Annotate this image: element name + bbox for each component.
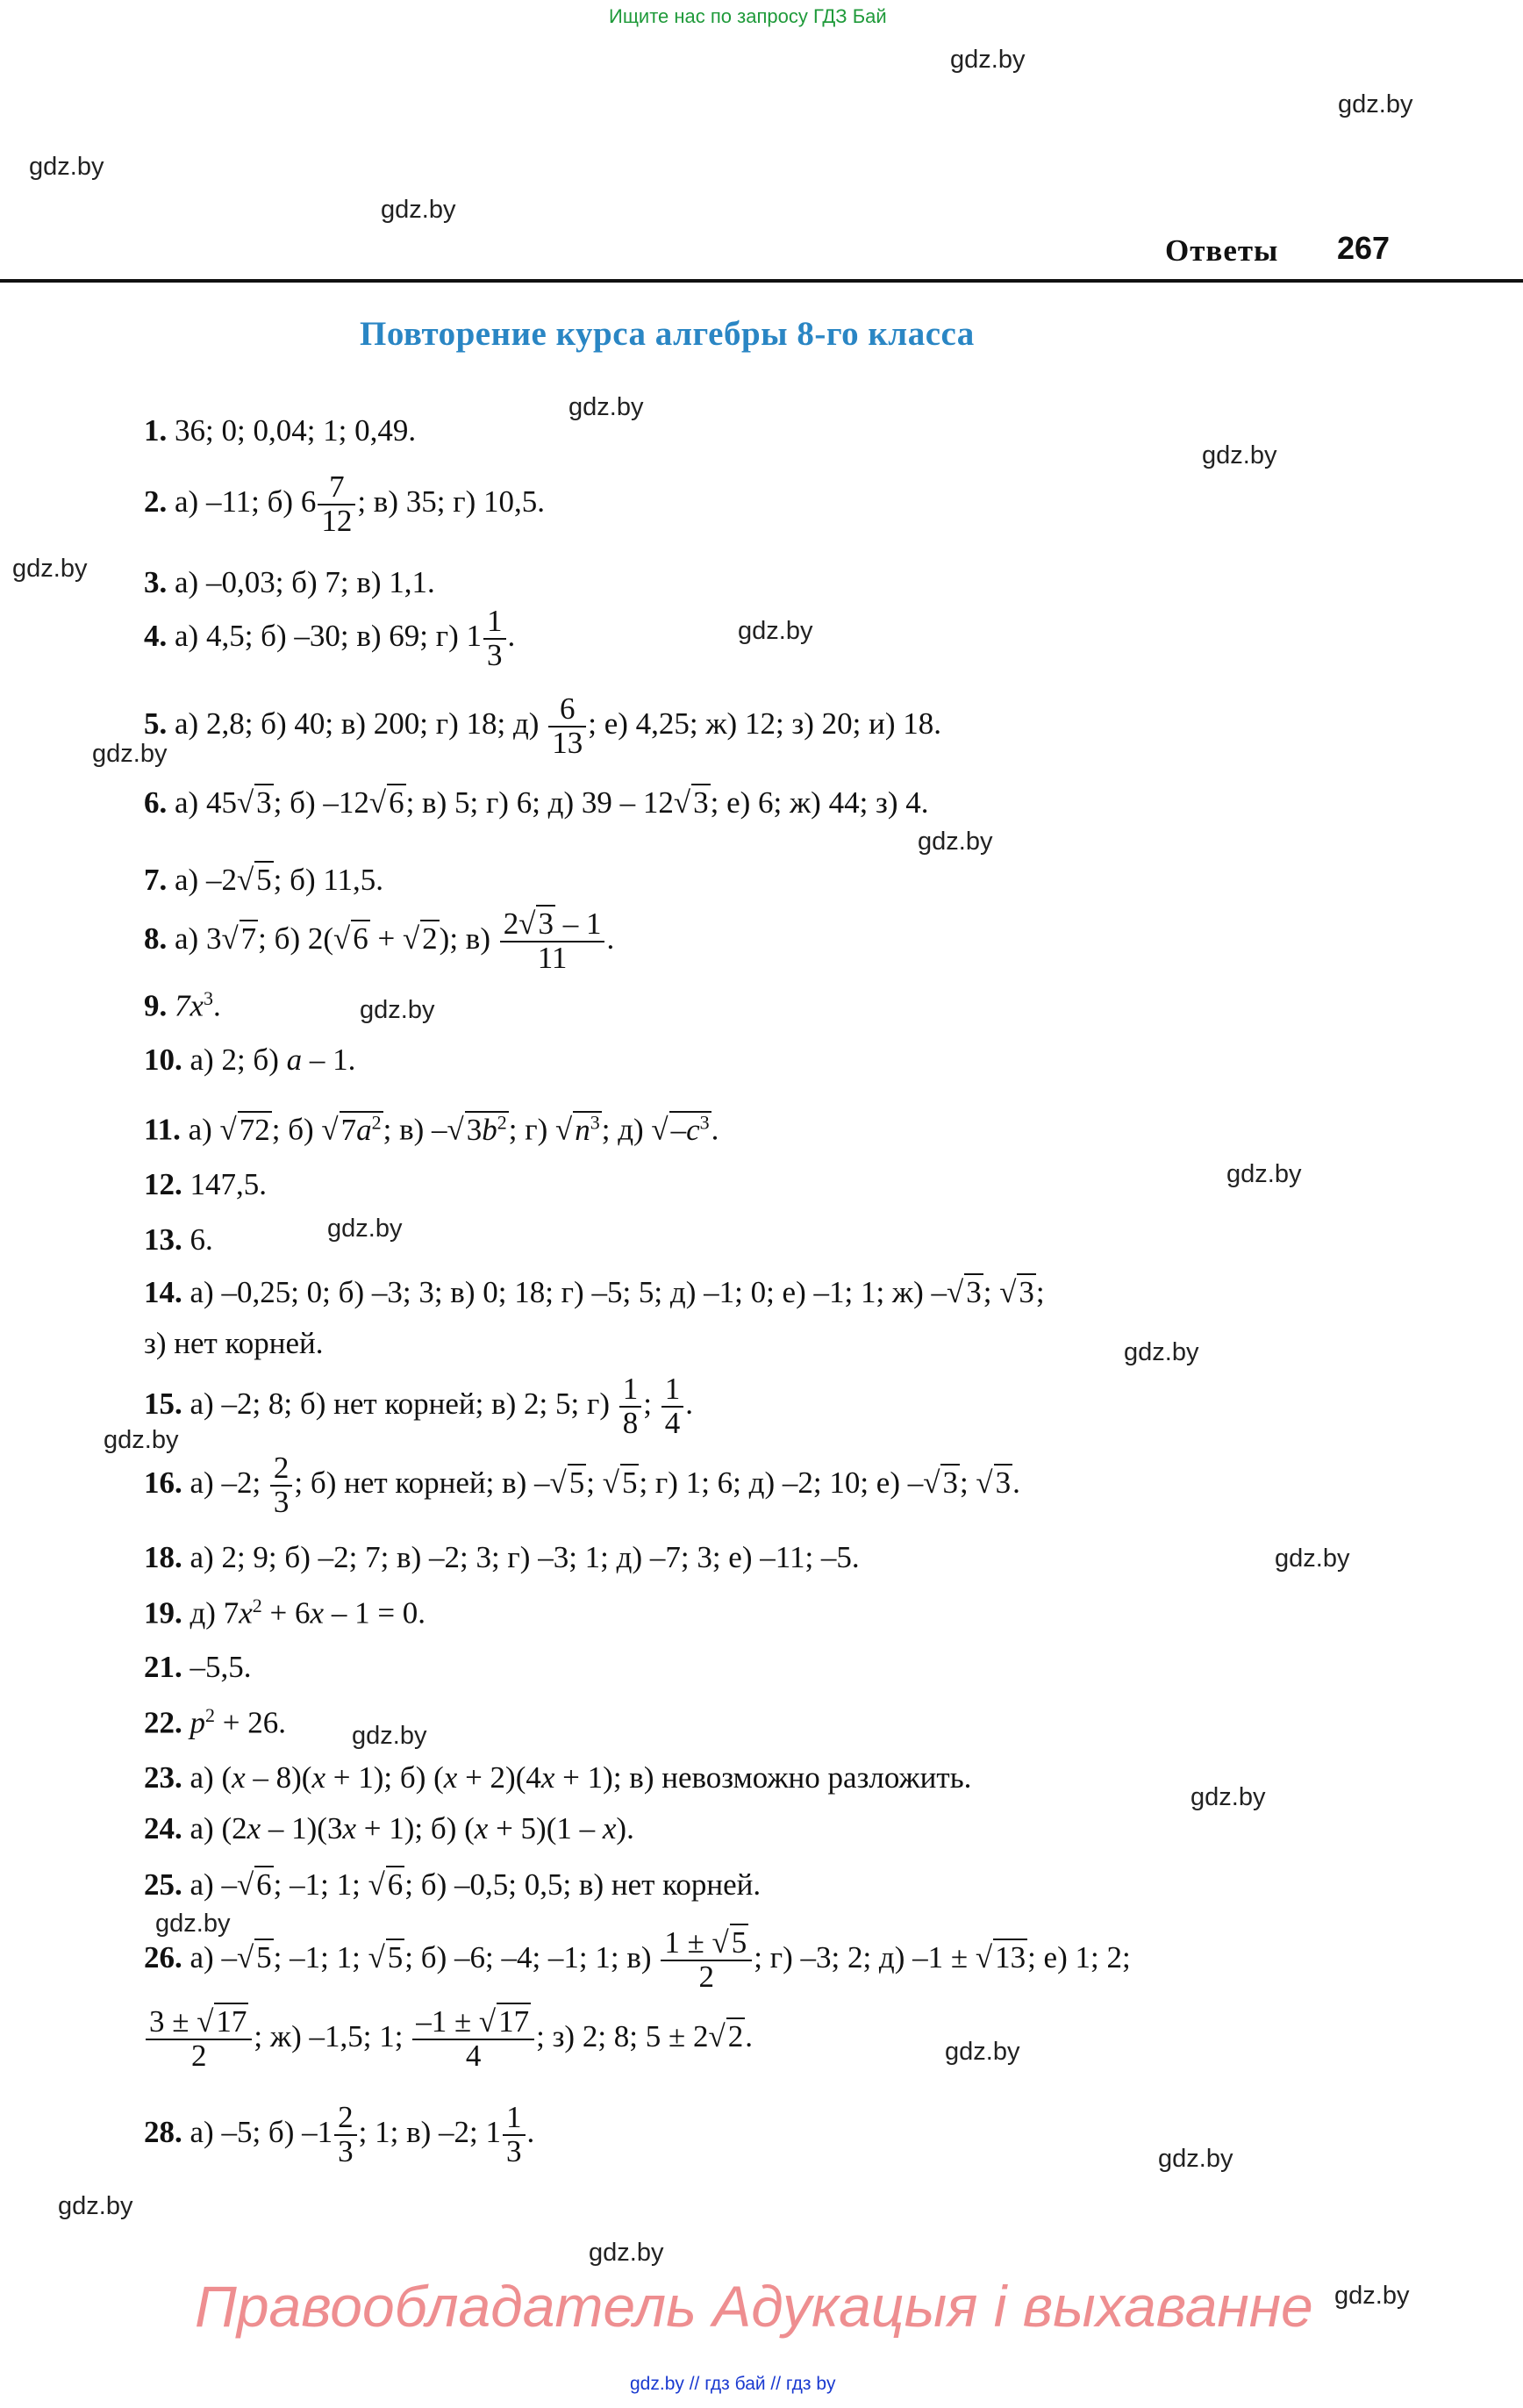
answer-22: 22. $p^2 + 26$.: [144, 1704, 286, 1740]
watermark: gdz.by: [1334, 2282, 1410, 2310]
watermark: gdz.by: [155, 1910, 231, 1938]
answer-25: 25. а) –√6; –1; 1; √6; б) –0,5; 0,5; в) нет корней.: [144, 1867, 762, 1902]
watermark: gdz.by: [360, 996, 435, 1024]
watermark: gdz.by: [945, 2038, 1020, 2066]
answer-26: 26. а) –√5; –1; 1; √5; б) –6; –4; –1; 1; в) $\frac{1 \pm √5}{2}$ ; г) –3; 2; д) –1 ± √13; е) 1; 2;: [144, 1925, 1131, 1994]
answer-5: 5. а) 2,8; б) 40; в) 200; г) 18; д) $\frac{6}{13}$ ; е) 4,25; ж) 12; з) 20; и) 18.: [144, 692, 942, 760]
top-banner[interactable]: Ищите нас по запросу ГДЗ Бай: [609, 5, 887, 27]
watermark: gdz.by: [1338, 90, 1413, 118]
answer-19: 19. д) $7x^2 + 6x - 1 = 0$.: [144, 1595, 426, 1630]
answer-3: 3. а) –0,03; б) 7; в) 1,1.: [144, 565, 435, 599]
answer-18: 18. а) 2; 9; б) –2; 7; в) –2; 3; г) –3; 1; д) –7; 3; е) –11; –5.: [144, 1540, 860, 1574]
answer-2: 2. а) –11; б) 6 $\frac{7}{12}$ ; в) 35; г) 10,5.: [144, 469, 545, 538]
page-number: 267: [1337, 230, 1391, 266]
watermark: gdz.by: [29, 153, 104, 181]
watermark: gdz.by: [381, 196, 456, 224]
watermark: gdz.by: [327, 1215, 403, 1243]
watermark: gdz.by: [1191, 1783, 1266, 1811]
answer-11: 11. а) √72; б) $√7a^2$; в) $-√3b^2$; г) $√n^3$; д) $√-c^3$.: [144, 1111, 719, 1147]
answer-16: 16. а) –2; $\frac{2}{3}$ ; б) нет корней; в) –√5; √5; г) 1; 6; д) –2; 10; е) –√3; √3.: [144, 1451, 1020, 1519]
watermark: gdz.by: [918, 828, 993, 856]
watermark: gdz.by: [568, 393, 644, 421]
answer-21: 21. –5,5.: [144, 1650, 252, 1684]
watermark: gdz.by: [1158, 2145, 1233, 2173]
copyright-watermark: Правообладатель Адукацыя і выхаванне: [195, 2274, 1313, 2339]
answer-10: 10. а) 2; б) a – 1.: [144, 1043, 356, 1077]
answer-14-cont: з) нет корней.: [144, 1326, 324, 1360]
watermark: gdz.by: [104, 1426, 179, 1454]
answer-4: 4. а) 4,5; б) –30; в) 69; г) 1 $\frac{1}{3}$ .: [144, 604, 516, 672]
answer-28: 28. а) –5; б) –1 $\frac{2}{3}$ ; 1; в) –2; 1 $\frac{1}{3}$ .: [144, 2100, 535, 2168]
watermark: gdz.by: [1124, 1338, 1199, 1366]
watermark: gdz.by: [352, 1722, 427, 1750]
header-rule: [0, 279, 1523, 283]
watermark: gdz.by: [58, 2192, 133, 2220]
answer-9: 9. $7x^3$.: [144, 987, 221, 1023]
watermark: gdz.by: [589, 2239, 664, 2267]
answer-12: 12. 147,5.: [144, 1167, 267, 1201]
watermark: gdz.by: [1226, 1160, 1302, 1188]
watermark: gdz.by: [1202, 441, 1277, 469]
answer-8: 8. а) 3√7; б) 2(√6 + √2); в) $\frac{2√3 - 1}{11}$ .: [144, 907, 615, 975]
answer-26-cont: $\frac{3 \pm √17}{2}$ ; ж) –1,5; 1; $\frac{-1 \pm √17}{4}$ ; з) 2; 8; 5 ± 2√2.: [144, 2006, 753, 2073]
answer-6: 6. а) 45√3; б) –12√6; в) 5; г) 6; д) 39 – 12√3; е) 6; ж) 44; з) 4.: [144, 785, 929, 820]
answer-23: 23. а) (x – 8)(x + 1); б) (x + 2)(4x + 1); в) невозможно разложить.: [144, 1760, 972, 1795]
section-title: Повторение курса алгебры 8-го класса: [360, 315, 975, 353]
answer-24: 24. а) (2x – 1)(3x + 1); б) (x + 5)(1 – x).: [144, 1811, 634, 1845]
bottom-links[interactable]: gdz.by // гдз бай // гдз by: [630, 2374, 836, 2394]
header-label: Ответы: [1165, 233, 1279, 268]
answer-15: 15. а) –2; 8; б) нет корней; в) 2; 5; г) $\frac{1}{8}$ ; $\frac{1}{4}$ .: [144, 1372, 693, 1440]
watermark: gdz.by: [950, 46, 1026, 74]
answer-13: 13. 6.: [144, 1222, 213, 1257]
answer-1: 1. 36; 0; 0,04; 1; 0,49.: [144, 413, 417, 448]
watermark: gdz.by: [12, 555, 88, 583]
answer-7: 7. а) –2√5; б) 11,5.: [144, 863, 384, 897]
watermark: gdz.by: [1275, 1544, 1350, 1573]
watermark: gdz.by: [738, 617, 813, 645]
answer-14: 14. а) –0,25; 0; б) –3; 3; в) 0; 18; г) –5; 5; д) –1; 0; е) –1; 1; ж) –√3; √3;: [144, 1275, 1045, 1309]
watermark: gdz.by: [92, 740, 168, 768]
